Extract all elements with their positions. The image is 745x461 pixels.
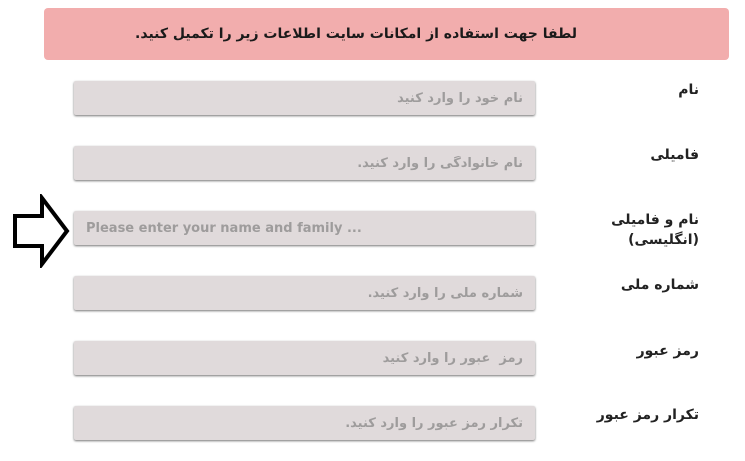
right-arrow-outline-icon [12,194,70,268]
first-name-label: نام [678,82,699,98]
last-name-input[interactable] [74,146,535,180]
password-label: رمز عبور [636,343,699,359]
full-name-en-input[interactable] [74,211,535,245]
alert-message: لطفا جهت استفاده از امکانات سایت اطلاعات زیر را تکمیل کنید. [135,26,577,42]
info-alert [44,8,729,60]
national-id-input[interactable] [74,276,535,310]
password-confirm-label: تکرار رمز عبور [596,407,699,423]
last-name-label: فامیلی [650,147,699,163]
full-name-en-label-line1: نام و فامیلی [611,212,699,228]
password-input[interactable] [74,341,535,375]
full-name-en-label [589,210,699,250]
full-name-en-label-line2: (انگلیسی) [628,232,699,248]
national-id-label: شماره ملی [620,277,699,293]
first-name-input[interactable] [74,81,535,115]
password-confirm-input[interactable] [74,406,535,440]
